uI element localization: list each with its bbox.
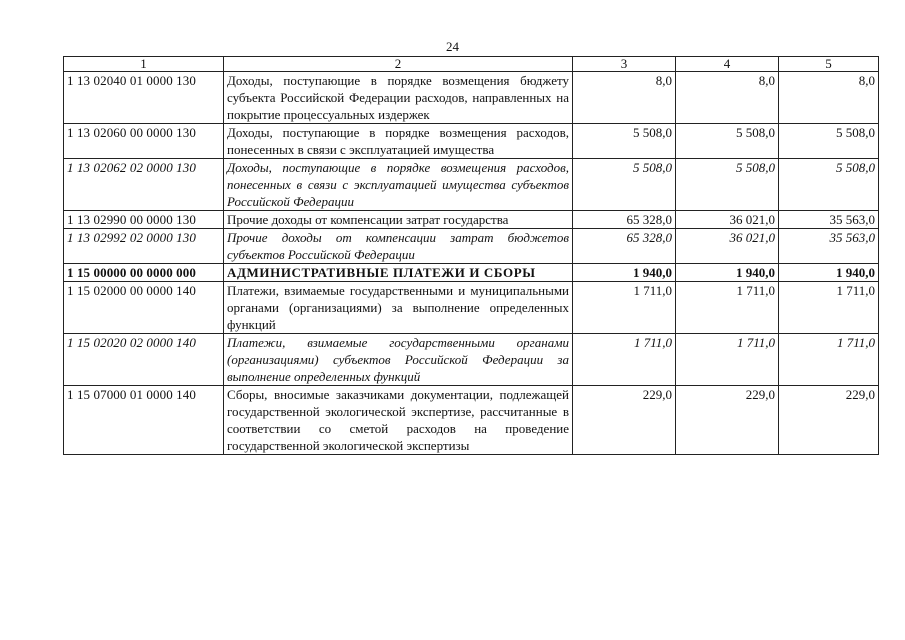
amount-cell-col4: 36 021,0	[676, 211, 779, 229]
table-row	[64, 334, 879, 386]
table-row	[64, 229, 879, 264]
description-cell: Доходы, поступающие в порядке возмещения расходов, понесенных в связи с эксплуатацией имущества	[224, 124, 573, 159]
column-header-2: 2	[224, 57, 573, 72]
description-cell: Доходы, поступающие в порядке возмещения расходов, понесенных в связи с эксплуатацией имущества субъектов Российской Федерации	[224, 159, 573, 211]
amount-cell-col3: 8,0	[573, 72, 676, 124]
amount-cell-col4: 1 940,0	[676, 264, 779, 282]
table-body	[64, 72, 879, 455]
amount-cell-col5: 1 711,0	[779, 334, 879, 386]
description-cell: АДМИНИСТРАТИВНЫЕ ПЛАТЕЖИ И СБОРЫ	[224, 264, 573, 282]
budget-code-cell: 1 13 02060 00 0000 130	[64, 124, 224, 159]
table-row	[64, 124, 879, 159]
table-row	[64, 211, 879, 229]
budget-code-cell: 1 13 02992 02 0000 130	[64, 229, 224, 264]
amount-cell-col5: 35 563,0	[779, 229, 879, 264]
budget-revenue-table	[63, 56, 879, 455]
budget-code-cell: 1 15 02020 02 0000 140	[64, 334, 224, 386]
description-cell: Сборы, вносимые заказчиками документации, подлежащей государственной экологической экспертизе, рассчитанные в соответствии со сметой расходов на проведение государственной экологической экспертизы	[224, 386, 573, 455]
column-header-5: 5	[779, 57, 879, 72]
amount-cell-col4: 5 508,0	[676, 159, 779, 211]
budget-code-cell: 1 13 02040 01 0000 130	[64, 72, 224, 124]
amount-cell-col5: 229,0	[779, 386, 879, 455]
description-cell: Прочие доходы от компенсации затрат государства	[224, 211, 573, 229]
budget-code-cell: 1 13 02062 02 0000 130	[64, 159, 224, 211]
amount-cell-col5: 8,0	[779, 72, 879, 124]
amount-cell-col3: 1 940,0	[573, 264, 676, 282]
amount-cell-col5: 1 940,0	[779, 264, 879, 282]
amount-cell-col5: 1 711,0	[779, 282, 879, 334]
budget-code-cell: 1 15 07000 01 0000 140	[64, 386, 224, 455]
amount-cell-col5: 5 508,0	[779, 159, 879, 211]
amount-cell-col4: 1 711,0	[676, 334, 779, 386]
amount-cell-col3: 5 508,0	[573, 159, 676, 211]
amount-cell-col3: 1 711,0	[573, 282, 676, 334]
table-row	[64, 282, 879, 334]
amount-cell-col5: 5 508,0	[779, 124, 879, 159]
amount-cell-col4: 5 508,0	[676, 124, 779, 159]
amount-cell-col4: 36 021,0	[676, 229, 779, 264]
amount-cell-col3: 65 328,0	[573, 211, 676, 229]
table-row	[64, 264, 879, 282]
budget-code-cell: 1 13 02990 00 0000 130	[64, 211, 224, 229]
column-header-4: 4	[676, 57, 779, 72]
column-header-3: 3	[573, 57, 676, 72]
amount-cell-col3: 65 328,0	[573, 229, 676, 264]
table-row	[64, 72, 879, 124]
budget-code-cell: 1 15 02000 00 0000 140	[64, 282, 224, 334]
description-cell: Прочие доходы от компенсации затрат бюджетов субъектов Российской Федерации	[224, 229, 573, 264]
amount-cell-col4: 1 711,0	[676, 282, 779, 334]
description-cell: Доходы, поступающие в порядке возмещения бюджету субъекта Российской Федерации расходов, направленных на покрытие процессуальных издержек	[224, 72, 573, 124]
page-number: 24	[446, 39, 459, 54]
amount-cell-col4: 8,0	[676, 72, 779, 124]
column-header-1: 1	[64, 57, 224, 72]
amount-cell-col3: 1 711,0	[573, 334, 676, 386]
description-cell: Платежи, взимаемые государственными органами (организациями) субъектов Российской Федерации за выполнение определенных функций	[224, 334, 573, 386]
table-header-row	[64, 57, 879, 72]
amount-cell-col3: 5 508,0	[573, 124, 676, 159]
table-row	[64, 386, 879, 455]
table-row	[64, 159, 879, 211]
amount-cell-col4: 229,0	[676, 386, 779, 455]
amount-cell-col3: 229,0	[573, 386, 676, 455]
budget-code-cell: 1 15 00000 00 0000 000	[64, 264, 224, 282]
description-cell: Платежи, взимаемые государственными и муниципальными органами (организациями) за выполнение определенных функций	[224, 282, 573, 334]
amount-cell-col5: 35 563,0	[779, 211, 879, 229]
